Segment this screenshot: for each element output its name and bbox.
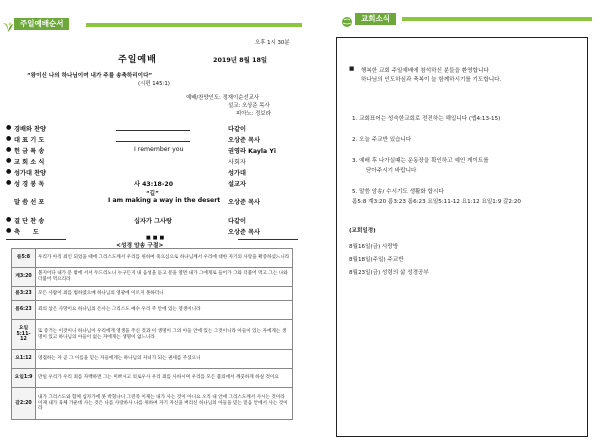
order-row [6, 135, 304, 144]
order-row [6, 124, 304, 133]
leaf-icon [2, 18, 14, 30]
verse-ref: 계3:20 [12, 268, 36, 287]
table-row [12, 268, 293, 287]
order-row [6, 157, 304, 166]
schedule-item: 8월18일(주일) 주교반 [349, 257, 404, 263]
order-leader: 오상준 목사 [228, 199, 261, 206]
news-welcome-2: 하나님의 인도하심과 축복이 늘 함께하시기를 기도합니다. [361, 77, 502, 83]
news-welcome-1: 행복한 교회 주일예배에 참석하신 분들을 환영합니다 [361, 68, 489, 74]
bullet-icon: ● [6, 146, 12, 153]
right-header-title: 교회소식 [355, 13, 396, 25]
table-row [12, 249, 293, 268]
order-row [6, 146, 304, 155]
schedule-item: 8월23일(금) 성령의 삶 성경공부 [349, 270, 429, 276]
order-leader: 설교자 [228, 181, 246, 188]
verse-ref: 요일1:9 [12, 369, 36, 388]
order-content: 사 43:18-20 [134, 181, 174, 188]
sermon-subtitle: “길” [146, 191, 159, 197]
schedule-item: 8월16일(금) 사랑방 [349, 244, 399, 250]
order-content: I am making a way in the desert [108, 197, 221, 204]
verse-ref: 롬3:23 [12, 287, 36, 301]
bullet-icon: ● [6, 227, 12, 234]
verses-title: <성경 암송 구절> [116, 243, 164, 249]
order-part: 대 표 기 도 [14, 137, 45, 144]
verse-text: 우리가 아직 죄인 되었을 때에 그리스도께서 우리를 위하여 죽으심으로 하나님께서 우리에 대한 자기의 사랑을 확증하셨느니라 [36, 249, 293, 268]
order-part: 축 도 [14, 229, 39, 236]
table-row [12, 301, 293, 320]
verse-ref: 롬5:8 [12, 249, 36, 268]
verse-ref: 갈2:20 [12, 388, 36, 420]
order-leader: 사회자 [228, 159, 246, 166]
right-header-stripe [402, 17, 592, 21]
verse-text: 모든 사람이 죄를 범하였으매 하나님의 영광에 이르지 못하더니 [36, 287, 293, 301]
order-line [116, 141, 190, 142]
order-leader: 다같이 [228, 218, 246, 225]
bullet-icon: ● [6, 168, 12, 175]
news-item: 롬5:8 계3:20 롬3:23 롬6:23 요일5:11-12 요1:12 요일1:9 갈2:20 [352, 199, 521, 205]
order-leader: 권영라 Kayla Yi [228, 148, 276, 155]
order-row [6, 168, 304, 177]
news-item: 2. 오늘 주교반 있습니다 [352, 137, 412, 143]
verse-text: 또 증거는 이것이니 하나님이 우리에게 영생을 주신 것과 이 생명이 그의 아들 안에 있는 그것이니라 아들이 있는 자에게는 생명이 있고 하나님의 아들이 없는 자에게는 생명이 없느니라 [36, 320, 293, 350]
table-row [12, 369, 293, 388]
order-leader: 오상준 목사 [228, 137, 261, 144]
order-part: 말 씀 선 포 [14, 199, 45, 206]
right-header [341, 12, 396, 26]
globe-icon [341, 13, 353, 25]
order-row [6, 197, 304, 215]
table-row [12, 320, 293, 350]
verse-ref: 요일 5:11-12 [12, 320, 36, 350]
order-leader: 다같이 [228, 126, 246, 133]
order-part: 성 경 봉 독 [14, 181, 45, 188]
service-theme-ref: (시편 145:1) [138, 81, 170, 87]
order-leader: 오상준 목사 [228, 229, 261, 236]
verses-table [11, 248, 293, 420]
verse-ref: 요1:12 [12, 350, 36, 369]
verse-text: 만일 우리가 우리 죄를 자백하면 그는 미쁘시고 의로우사 우리 죄를 사하시며 우리를 모든 불의에서 깨끗하게 하실 것이요 [36, 369, 293, 388]
verse-text: 영접하는 자 곧 그 이름을 믿는 자들에게는 하나님의 자녀가 되는 권세를 주셨으니 [36, 350, 293, 369]
service-time: 오후 1시 30분 [255, 40, 290, 46]
order-part: 교 회 소 식 [14, 159, 45, 166]
bullet-icon: ● [6, 216, 12, 223]
verse-text: 볼지어다 내가 문 밖에 서서 두드리노니 누구든지 내 음성을 듣고 문을 열면 내가 그에게로 들어가 그와 더불어 먹고 그는 나와 더불어 먹으리라 [36, 268, 293, 287]
table-row [12, 388, 293, 420]
order-part: 결 단 찬 송 [14, 218, 45, 225]
divider-line-left [6, 239, 66, 240]
bullet-icon: ● [6, 135, 12, 142]
order-content: I remember you [134, 146, 184, 153]
order-part: 헌 금 특 송 [14, 148, 45, 155]
bullet-square-icon: ■ [349, 66, 355, 72]
leader-piano: 피아노: 정보라 [236, 111, 271, 117]
verse-ref: 롬6:23 [12, 301, 36, 320]
news-item: 1. 교회표어는 성숙한교회로 전진하는 해입니다 (엡4:13-15) [352, 116, 501, 122]
order-part: 성가대 찬양 [14, 170, 47, 177]
order-line [116, 130, 190, 131]
service-date: 2019년 8월 18일 [213, 56, 268, 64]
leader-sermon: 설교: 오상준 목사 [228, 103, 270, 109]
news-item: 닫아주시기 바랍니다 [366, 168, 417, 174]
verse-text: 내가 그리스도와 함께 십자가에 못 박혔나니 그런즉 이제는 내가 사는 것이 아니요 오직 내 안에 그리스도께서 사시는 것이라 이제 내가 육체 가운데 사는 것은 나를 사랑하사 나를 위하여 자기 자신을 버리신 하나님의 아들을 믿는 믿음 안에서 사는 것이라 [36, 388, 293, 420]
table-row [12, 287, 293, 301]
divider-squares: ■■■ [146, 235, 167, 241]
left-header [2, 17, 69, 31]
verse-text: 죄의 삯은 사망이요 하나님의 은사는 그리스도 예수 우리 주 안에 있는 영생이니라 [36, 301, 293, 320]
leader-worship: 예배/찬양인도: 정재이순선교사 [186, 95, 260, 101]
news-item: 5. 말씀 암송/ 수시기도 생활화 합시다 [352, 189, 444, 195]
order-row [6, 216, 304, 225]
left-header-title: 주일예배순서 [14, 18, 69, 30]
bullet-icon: ● [6, 124, 12, 131]
bullet-icon: ● [6, 157, 12, 164]
order-content: 십자가 그사랑 [134, 218, 173, 225]
bullet-icon: ● [6, 179, 12, 186]
service-title: 주일예배 [118, 55, 157, 65]
table-row [12, 350, 293, 369]
service-theme: “왕이신 나의 하나님이여 내가 주를 송축하리이다” [27, 73, 153, 79]
schedule-title: (교회일정) [349, 228, 376, 234]
news-item: 3. 예배 후 나가실때는 운동장을 확인하고 예인 게이트를 [352, 158, 489, 164]
order-part: 경배와 찬양 [14, 126, 47, 133]
divider-line-right [238, 239, 298, 240]
order-row [6, 179, 304, 188]
news-box [336, 37, 588, 437]
left-header-stripe [86, 23, 302, 27]
order-leader: 성가대 [228, 170, 246, 177]
